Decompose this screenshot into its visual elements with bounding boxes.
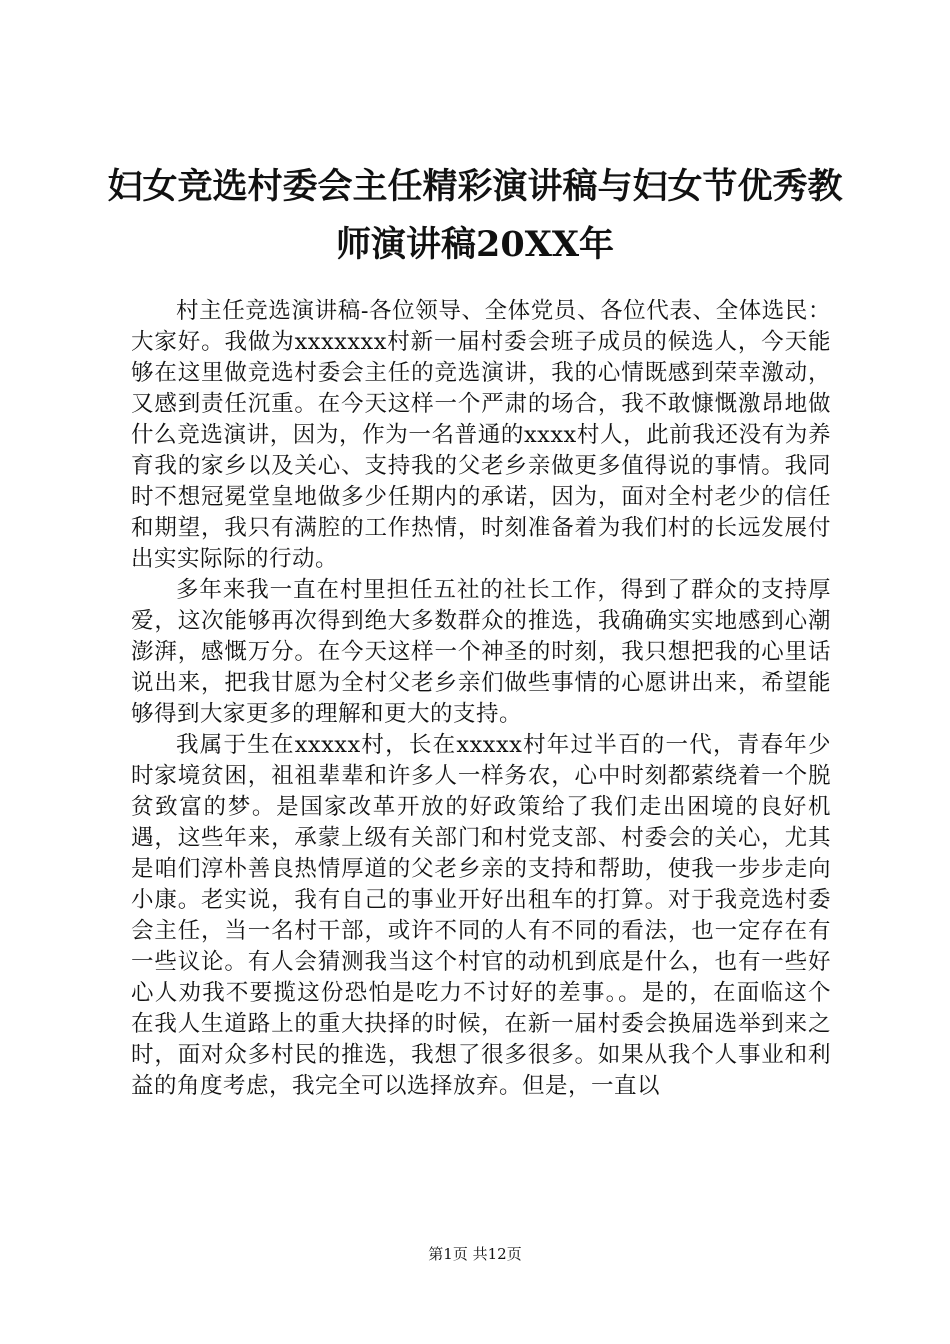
page-footer: 第1页 共12页 bbox=[428, 1245, 522, 1263]
paragraph-1: 村主任竞选演讲稿-各位领导、全体党员、各位代表、全体选民：大家好。我做为xxxxxxx村新一届村委会班子成员的候选人，今天能够在这里做竞选村委会主任的竞选演讲，我的心情既感到荣幸激动，又感到责任沉重。在今天这样一个严肃的场合，我不敢慷慨激昂地做什么竞选演讲，因为，作为一名普通的xxxx村人，此前我还没有为养育我的家乡以及关心、支持我的父老乡亲做更多值得说的事情。我同时不想冠冕堂皇地做多少任期内的承诺，因为，面对全村老少的信任和期望，我只有满腔的工作热情，时刻准备着为我们村的长远发展付出实实际际的行动。 bbox=[131, 298, 831, 572]
paragraph-2: 多年来我一直在村里担任五社的社长工作，得到了群众的支持厚爱，这次能够再次得到绝大多数群众的推选，我确确实实地感到心潮澎湃，感慨万分。在今天这样一个神圣的时刻，我只想把我的心里话说出来，把我甘愿为全村父老乡亲们做些事情的心愿讲出来，希望能够得到大家更多的理解和更大的支持。 bbox=[131, 577, 831, 727]
document-title: 妇女竞选村委会主任精彩演讲稿与妇女节优秀教师演讲稿20XX年 bbox=[107, 166, 843, 265]
paragraph-3: 我属于生在xxxxx村，长在xxxxx村年过半百的一代，青春年少时家境贫困，祖祖辈辈和许多人一样务农，心中时刻都萦绕着一个脱贫致富的梦。是国家改革开放的好政策给了我们走出困境的良好机遇，这些年来，承蒙上级有关部门和村党支部、村委会的关心，尤其是咱们淳朴善良热情厚道的父老乡亲的支持和帮助，使我一步步走向小康。老实说，我有自己的事业开好出租车的打算。对于我竞选村委会主任，当一名村干部，或许不同的人有不同的看法，也一定存在有一些议论。有人会猜测我当这个村官的动机到底是什么，也有一些好心人劝我不要揽这份恐怕是吃力不讨好的差事。。是的，在面临这个在我人生道路上的重大抉择的时候，在新一届村委会换届选举到来之时，面对众多村民的推选，我想了很多很多。如果从我个人事业和利益的角度考虑，我完全可以选择放弃。但是，一直以 bbox=[131, 732, 831, 1099]
document-body bbox=[131, 296, 831, 1102]
